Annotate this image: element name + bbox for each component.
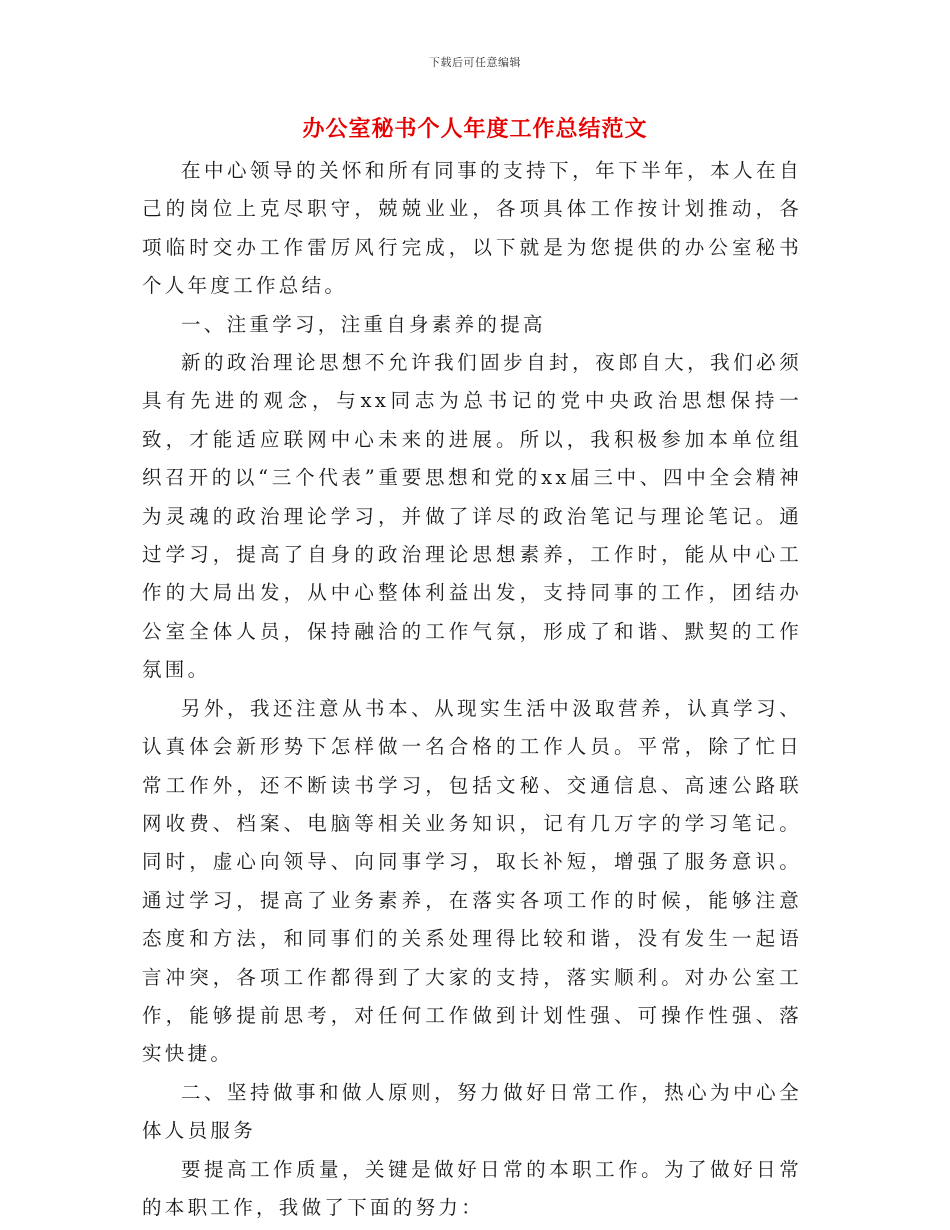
- body-paragraph: 另外，我还注意从书本、从现实生活中汲取营养，认真学习、认真体会新形势下怎样做一名合格的工作人员。平常，除了忙日常工作外，还不断读书学习，包括文秘、交通信息、高速公路联网收费、档案、电脑等相关业务知识，记有几万字的学习笔记。同时，虚心向领导、向同事学习，取长补短，增强了服务意识。通过学习，提高了业务素养，在落实各项工作的时候，能够注意态度和方法，和同事们的关系处理得比较和谐，没有发生一起语言冲突，各项工作都得到了大家的支持，落实顺利。对办公室工作，能够提前思考，对任何工作做到计划性强、可操作性强、落实快捷。: [142, 696, 802, 1066]
- body-paragraph: 新的政治理论思想不允许我们固步自封，夜郎自大，我们必须具有先进的观念，与xx同志为总书记的党中央政治思想保持一致，才能适应联网中心未来的进展。所以，我积极参加本单位组织召开的以“三个代表”重要思想和党的xx届三中、四中全会精神为灵魂的政治理论学习，并做了详尽的政治笔记与理论笔记。通过学习，提高了自身的政治理论思想素养，工作时，能从中心工作的大局出发，从中心整体利益出发，支持同事的工作，团结办公室全体人员，保持融洽的工作气氛，形成了和谐、默契的工作氛围。: [142, 351, 802, 682]
- section-heading-2: 二、坚持做事和做人原则，努力做好日常工作，热心为中心全体人员服务: [142, 1080, 802, 1143]
- document-body: [142, 152, 802, 1227]
- body-paragraph: 要提高工作质量，关键是做好日常的本职工作。为了做好日常的本职工作，我做了下面的努力：: [142, 1157, 802, 1219]
- intro-paragraph: 在中心领导的关怀和所有同事的支持下，年下半年，本人在自己的岗位上克尽职守，兢兢业业，各项具体工作按计划推动，各项临时交办工作雷厉风行完成，以下就是为您提供的办公室秘书个人年度工作总结。: [142, 159, 802, 298]
- section-heading-1: 一、注重学习，注重自身素养的提高: [181, 312, 546, 336]
- document-title: 办公室秘书个人年度工作总结范文: [302, 116, 648, 142]
- header-note: 下载后可任意编辑: [429, 56, 521, 69]
